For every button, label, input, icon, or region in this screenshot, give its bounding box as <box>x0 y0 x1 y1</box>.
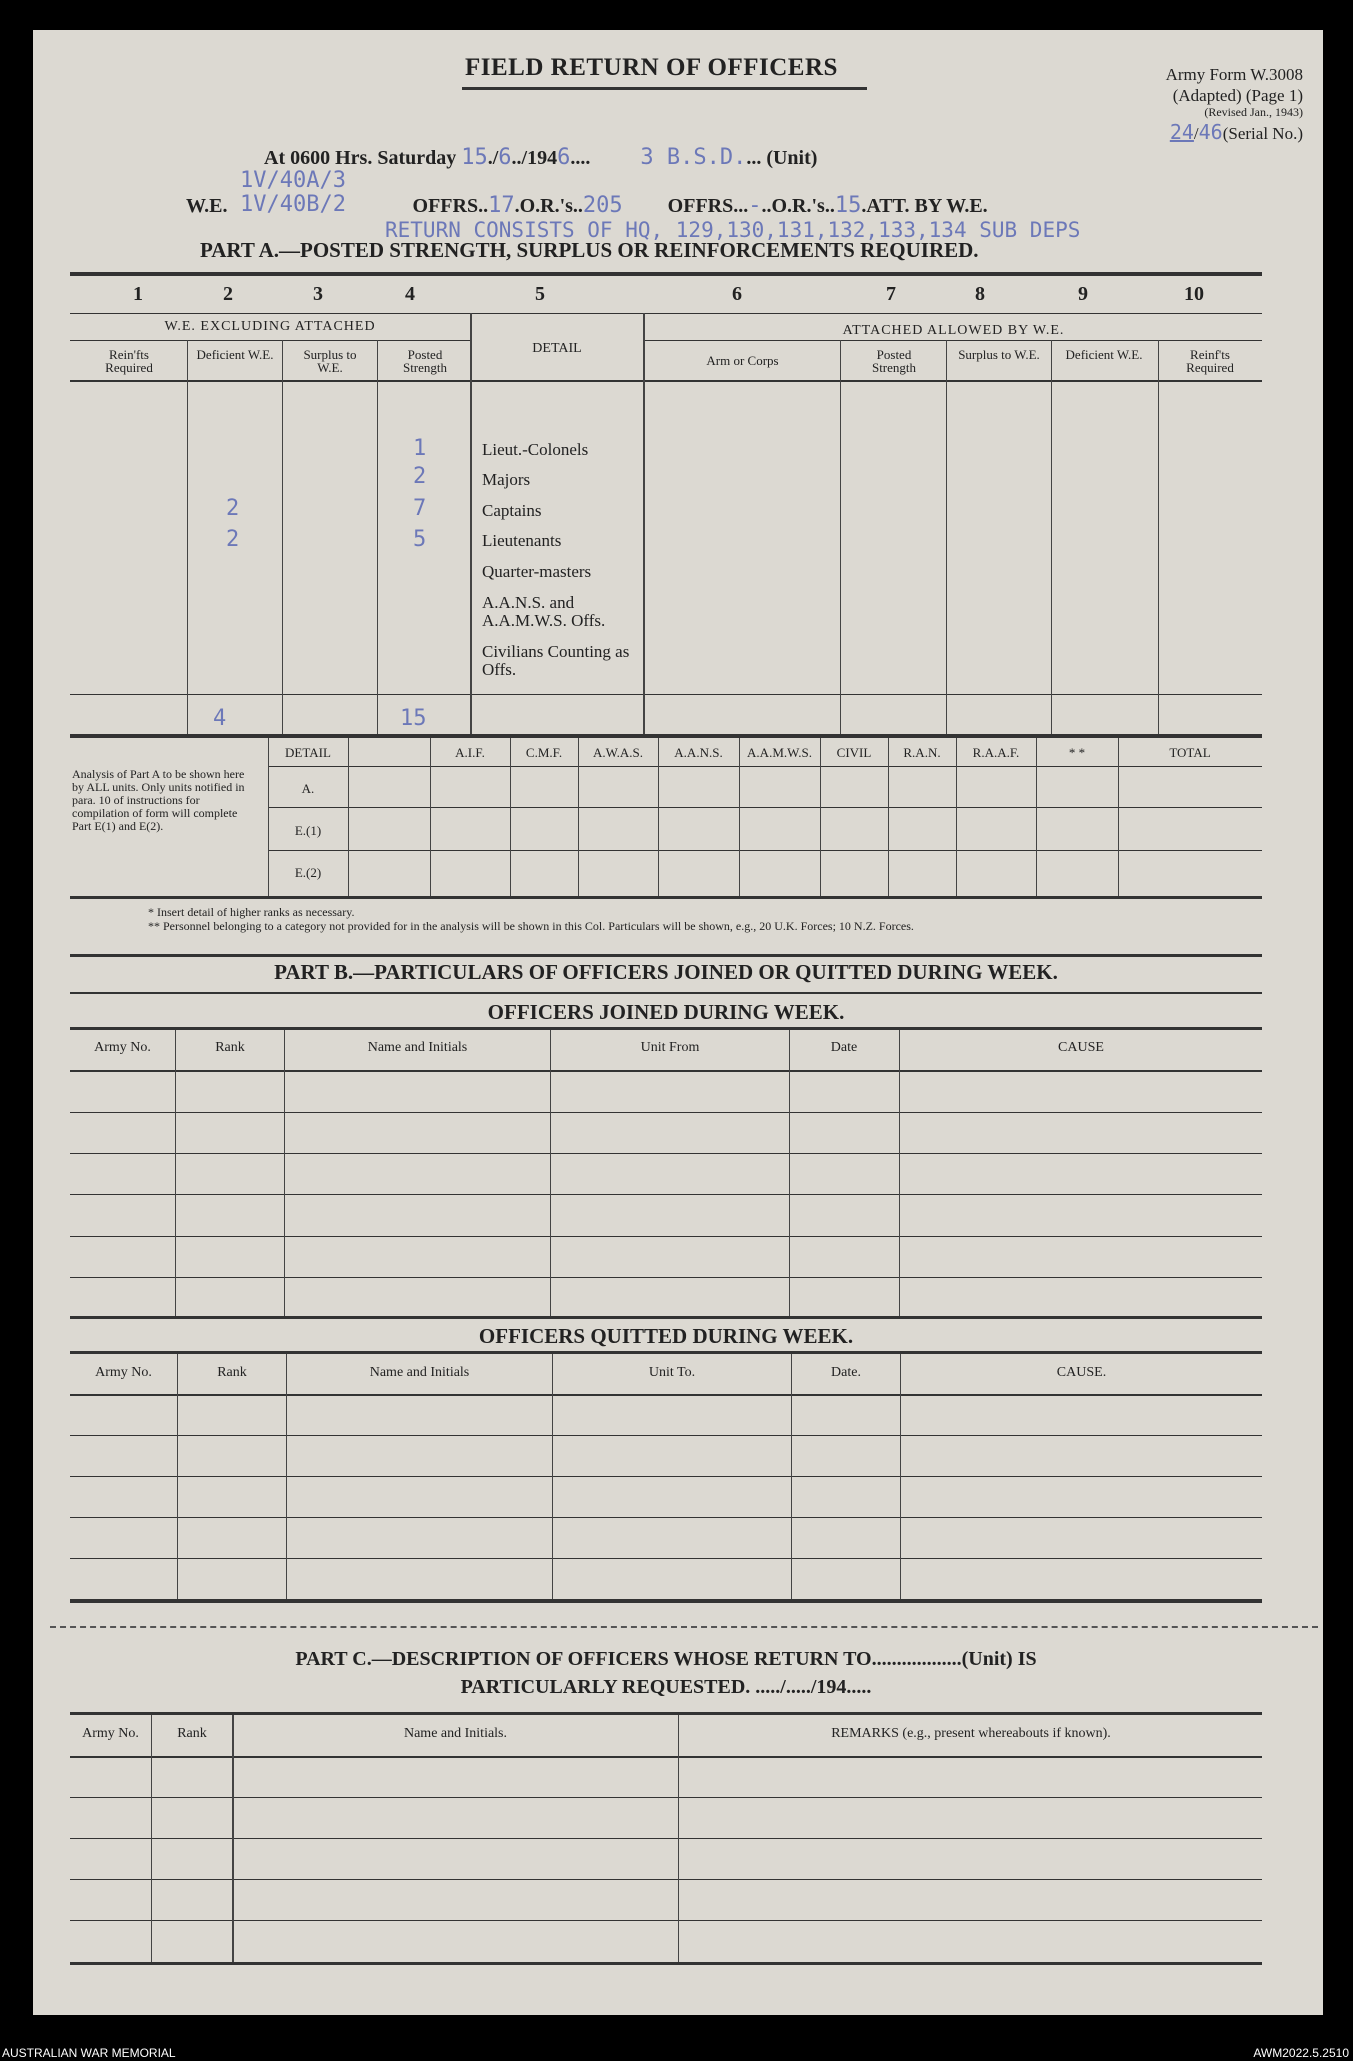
col-number-9: 9 <box>1078 283 1088 305</box>
quitted-col-line <box>177 1354 178 1599</box>
analysis-header-other: * * <box>1068 745 1086 760</box>
col-line <box>643 313 645 734</box>
we-value-2: 1V/40B/2 <box>240 192 346 217</box>
date-year-prefix: /194 <box>521 147 558 169</box>
col-number-6: 6 <box>732 283 742 305</box>
unit-label: (Unit) <box>766 147 818 169</box>
offrs-label: OFFRS. <box>412 195 484 217</box>
quitted-row-rule <box>70 1476 1262 1477</box>
analysis-col-line <box>956 738 957 896</box>
part-c-header-army-no: Army No. <box>82 1726 139 1741</box>
part-a-group-left-rule <box>70 340 470 341</box>
header-deficient: Deficient W.E. <box>196 347 274 362</box>
ors-value: 205 <box>582 193 623 218</box>
analysis-header-aamws: A.A.M.W.S. <box>747 745 812 760</box>
offrs2-value: - <box>748 193 762 218</box>
quitted-header-date: Date. <box>831 1365 861 1380</box>
part-a-total-rule <box>70 694 1262 695</box>
att-label: ATT. BY W.E. <box>866 195 988 217</box>
analysis-header-aans: A.A.N.S. <box>674 745 723 760</box>
form-number: Army Form W.3008 <box>1165 65 1303 84</box>
header-reinfts-required-att: Reinf'ts Required <box>1186 347 1234 375</box>
header-arm-or-corps: Arm or Corps <box>706 353 779 368</box>
joined-col-line <box>175 1030 176 1316</box>
ors2-label: O.R.'s. <box>771 195 830 217</box>
serial-value-1: 24 <box>1169 120 1194 144</box>
analysis-row-e1: E.(1) <box>294 823 322 838</box>
joined-col-line <box>789 1030 790 1316</box>
caption-left: AUSTRALIAN WAR MEMORIAL <box>2 2046 176 2060</box>
col-line <box>187 340 188 734</box>
part-c-title-line-1: PART C.—DESCRIPTION OF OFFICERS WHOSE RETURN TO..................(Unit) IS <box>295 1648 1037 1670</box>
form-title: FIELD RETURN OF OFFICERS <box>465 54 838 81</box>
joined-title-rule <box>70 1027 1262 1030</box>
joined-row-rule <box>70 1277 1262 1278</box>
date-unit-row: At 0600 Hrs. Saturday 15./6../1946.... 3 B.S.D.... (Unit) <box>264 145 818 170</box>
quitted-header-rule <box>70 1394 1262 1396</box>
ors2-value: 15 <box>834 193 862 218</box>
date-month: 6 <box>498 145 512 170</box>
quitted-header-unit-to: Unit To. <box>648 1365 696 1380</box>
header-reinfts-required: Rein'fts Required <box>105 347 153 375</box>
detail-aans: A.A.N.S. and A.A.M.W.S. Offs. <box>482 593 606 630</box>
joined-header-date: Date <box>830 1040 858 1055</box>
quitted-header-army-no: Army No. <box>95 1365 152 1380</box>
quitted-header-name: Name and Initials <box>369 1365 470 1380</box>
date-day: 15 <box>461 145 488 170</box>
part-c-row-rule <box>70 1920 1262 1921</box>
ors-label: O.R.'s. <box>519 195 578 217</box>
part-a-group-right-rule <box>645 340 1262 341</box>
perforation-line <box>50 1626 1318 1628</box>
part-c-header-name: Name and Initials. <box>403 1726 508 1741</box>
quitted-col-line <box>791 1354 792 1599</box>
quitted-title-rule <box>70 1351 1262 1354</box>
offrs2-label: OFFRS. <box>667 195 739 217</box>
joined-col-line <box>550 1030 551 1316</box>
quitted-title: OFFICERS QUITTED DURING WEEK. <box>478 1324 854 1348</box>
part-a-header-rule <box>70 380 1262 382</box>
deficient-captains: 2 <box>226 496 240 521</box>
quitted-row-rule <box>70 1435 1262 1436</box>
typed-note: RETURN CONSISTS OF HQ, 129,130,131,132,133,134 SUB DEPS <box>385 218 1081 242</box>
analysis-col-line <box>820 738 821 896</box>
part-a-title: PART A.—POSTED STRENGTH, SURPLUS OR REINFORCEMENTS REQUIRED. <box>200 238 979 262</box>
col-line <box>377 340 378 734</box>
we-label: W.E. <box>186 195 228 217</box>
analysis-header-detail: DETAIL <box>285 745 331 760</box>
total-deficient: 4 <box>213 706 227 731</box>
unit-value: 3 B.S.D. <box>640 145 747 170</box>
detail-majors: Majors <box>482 470 531 489</box>
quitted-header-cause: CAUSE. <box>1056 1365 1107 1380</box>
title-underline <box>462 87 867 90</box>
analysis-row-rule <box>268 850 1262 851</box>
form-number-block <box>1166 64 1303 119</box>
col-line <box>1051 340 1052 734</box>
form-adapted: (Adapted) (Page 1) <box>1172 86 1303 105</box>
joined-header-army-no: Army No. <box>94 1040 151 1055</box>
quitted-col-line <box>552 1354 553 1599</box>
header-deficient-att: Deficient W.E. <box>1065 347 1143 362</box>
joined-bottom-rule <box>70 1316 1262 1319</box>
col-number-5: 5 <box>535 283 545 305</box>
col-number-2: 2 <box>223 283 233 305</box>
form-revised: (Revised Jan., 1943) <box>1204 105 1303 119</box>
part-c-row-rule <box>70 1879 1262 1880</box>
part-c-header-rank: Rank <box>177 1726 207 1741</box>
joined-col-line <box>899 1030 900 1316</box>
analysis-col-line <box>658 738 659 896</box>
joined-header-rank: Rank <box>215 1040 245 1055</box>
header-detail: DETAIL <box>532 341 582 356</box>
part-c-bottom-rule <box>70 1962 1262 1965</box>
joined-row-rule <box>70 1112 1262 1113</box>
analysis-header-rule <box>268 766 1262 767</box>
analysis-col-line <box>578 738 579 896</box>
part-b-top-rule <box>70 954 1262 957</box>
part-c-top-rule <box>70 1712 1262 1715</box>
joined-header-cause: CAUSE <box>1058 1040 1104 1055</box>
col-number-8: 8 <box>975 283 985 305</box>
joined-header-unit-from: Unit From <box>640 1040 700 1055</box>
part-a-bottom-rule <box>70 734 1262 738</box>
analysis-row-rule <box>268 807 1262 808</box>
joined-row-rule <box>70 1153 1262 1154</box>
col-line <box>470 313 472 734</box>
analysis-note: Analysis of Part A to be shown here by ALL units. Only units notified in para. 10 of instructions for compilation of form will complete Part E(1) and E(2). <box>72 767 245 833</box>
serial-value-2: 46 <box>1198 120 1223 144</box>
detail-lieut-colonels: Lieut.-Colonels <box>482 440 589 459</box>
quitted-col-line <box>286 1354 287 1599</box>
offrs-value: 17 <box>488 193 515 218</box>
group-left-label: W.E. EXCLUDING ATTACHED <box>164 319 376 334</box>
serial-label: (Serial No.) <box>1222 124 1303 143</box>
analysis-header-aif: A.I.F. <box>455 745 485 760</box>
posted-majors: 2 <box>413 464 427 489</box>
analysis-bottom-rule <box>70 896 1262 899</box>
header-surplus: Surplus to W.E. <box>303 347 357 375</box>
part-c-row-rule <box>70 1797 1262 1798</box>
analysis-header-ran: R.A.N. <box>903 745 941 760</box>
quitted-row-rule <box>70 1517 1262 1518</box>
joined-header-rule <box>70 1070 1262 1072</box>
analysis-header-civil: CIVIL <box>836 745 872 760</box>
part-c-header-rule <box>70 1756 1262 1758</box>
analysis-header-cmf: C.M.F. <box>525 745 563 760</box>
part-a-top-rule <box>70 272 1262 276</box>
analysis-header-total: TOTAL <box>1169 745 1211 760</box>
analysis-col-line <box>1118 738 1119 896</box>
joined-col-line <box>284 1030 285 1316</box>
analysis-header-raaf: R.A.A.F. <box>972 745 1020 760</box>
detail-civilians: Civilians Counting as Offs. <box>482 642 630 679</box>
detail-captains: Captains <box>482 501 542 520</box>
posted-lieutenants: 5 <box>413 527 427 552</box>
footnote-1: * Insert detail of higher ranks as necessary. <box>148 905 355 919</box>
col-line <box>840 340 841 734</box>
part-c-col-line <box>151 1715 152 1962</box>
analysis-col-line <box>348 738 349 896</box>
header-surplus-att: Surplus to W.E. <box>958 347 1040 362</box>
col-number-7: 7 <box>886 283 896 305</box>
analysis-row-e2: E.(2) <box>294 865 322 880</box>
joined-header-name: Name and Initials <box>367 1040 468 1055</box>
analysis-col-line <box>888 738 889 896</box>
at-label: At 0600 Hrs. Saturday <box>264 147 457 169</box>
part-c-col-line <box>678 1715 679 1962</box>
analysis-col-line <box>510 738 511 896</box>
quitted-col-line <box>900 1354 901 1599</box>
part-c-header-remarks: REMARKS (e.g., present whereabouts if known). <box>831 1726 1111 1741</box>
part-b-title-rule <box>70 992 1262 994</box>
deficient-lieutenants: 2 <box>226 527 240 552</box>
posted-captains: 7 <box>413 496 427 521</box>
quitted-header-rank: Rank <box>217 1365 247 1380</box>
header-posted-strength: Posted Strength <box>402 347 448 375</box>
we-value-1: 1V/40A/3 <box>240 168 346 193</box>
analysis-col-line <box>430 738 431 896</box>
detail-quarter-masters: Quarter-masters <box>482 562 592 581</box>
joined-row-rule <box>70 1236 1262 1237</box>
group-right-label: ATTACHED ALLOWED BY W.E. <box>842 323 1065 338</box>
footnote-2: ** Personnel belonging to a category not provided for in the analysis will be shown in this Col. Particulars will be shown, e.g., 20 U.K. Forces; 10 N.Z. Forces. <box>148 919 914 933</box>
analysis-header-awas: A.W.A.S. <box>592 745 644 760</box>
serial-number: 24/46(Serial No.) <box>1169 120 1303 144</box>
we-row: W.E. OFFRS..17.O.R.'s..205 OFFRS...-..O.R.'s..15.ATT. BY W.E. <box>186 193 988 218</box>
quitted-bottom-rule <box>70 1599 1262 1603</box>
joined-row-rule <box>70 1194 1262 1195</box>
caption-right: AWM2022.5.2510 <box>1253 2046 1349 2060</box>
col-line <box>282 340 283 734</box>
col-line <box>946 340 947 734</box>
part-c-col-line <box>232 1715 234 1962</box>
analysis-col-line <box>1036 738 1037 896</box>
header-posted-strength-att: Posted Strength <box>871 347 917 375</box>
analysis-row-a: A. <box>301 781 315 796</box>
part-b-title: PART B.—PARTICULARS OF OFFICERS JOINED OR QUITTED DURING WEEK. <box>274 960 1058 984</box>
detail-lieutenants: Lieutenants <box>482 531 562 550</box>
posted-lieut-colonels: 1 <box>413 436 427 461</box>
col-number-4: 4 <box>405 283 415 305</box>
quitted-row-rule <box>70 1558 1262 1559</box>
part-c-title-line-2: PARTICULARLY REQUESTED. ...../...../194..... <box>460 1676 872 1698</box>
part-a-colnum-rule <box>70 313 1262 314</box>
col-number-1: 1 <box>133 283 143 305</box>
col-number-10: 10 <box>1184 283 1204 305</box>
total-posted: 15 <box>400 706 427 731</box>
date-year-suffix: 6 <box>557 145 571 170</box>
analysis-col-line <box>739 738 740 896</box>
part-c-row-rule <box>70 1838 1262 1839</box>
col-number-3: 3 <box>313 283 323 305</box>
joined-title: OFFICERS JOINED DURING WEEK. <box>487 1000 845 1024</box>
col-line <box>1158 340 1159 734</box>
